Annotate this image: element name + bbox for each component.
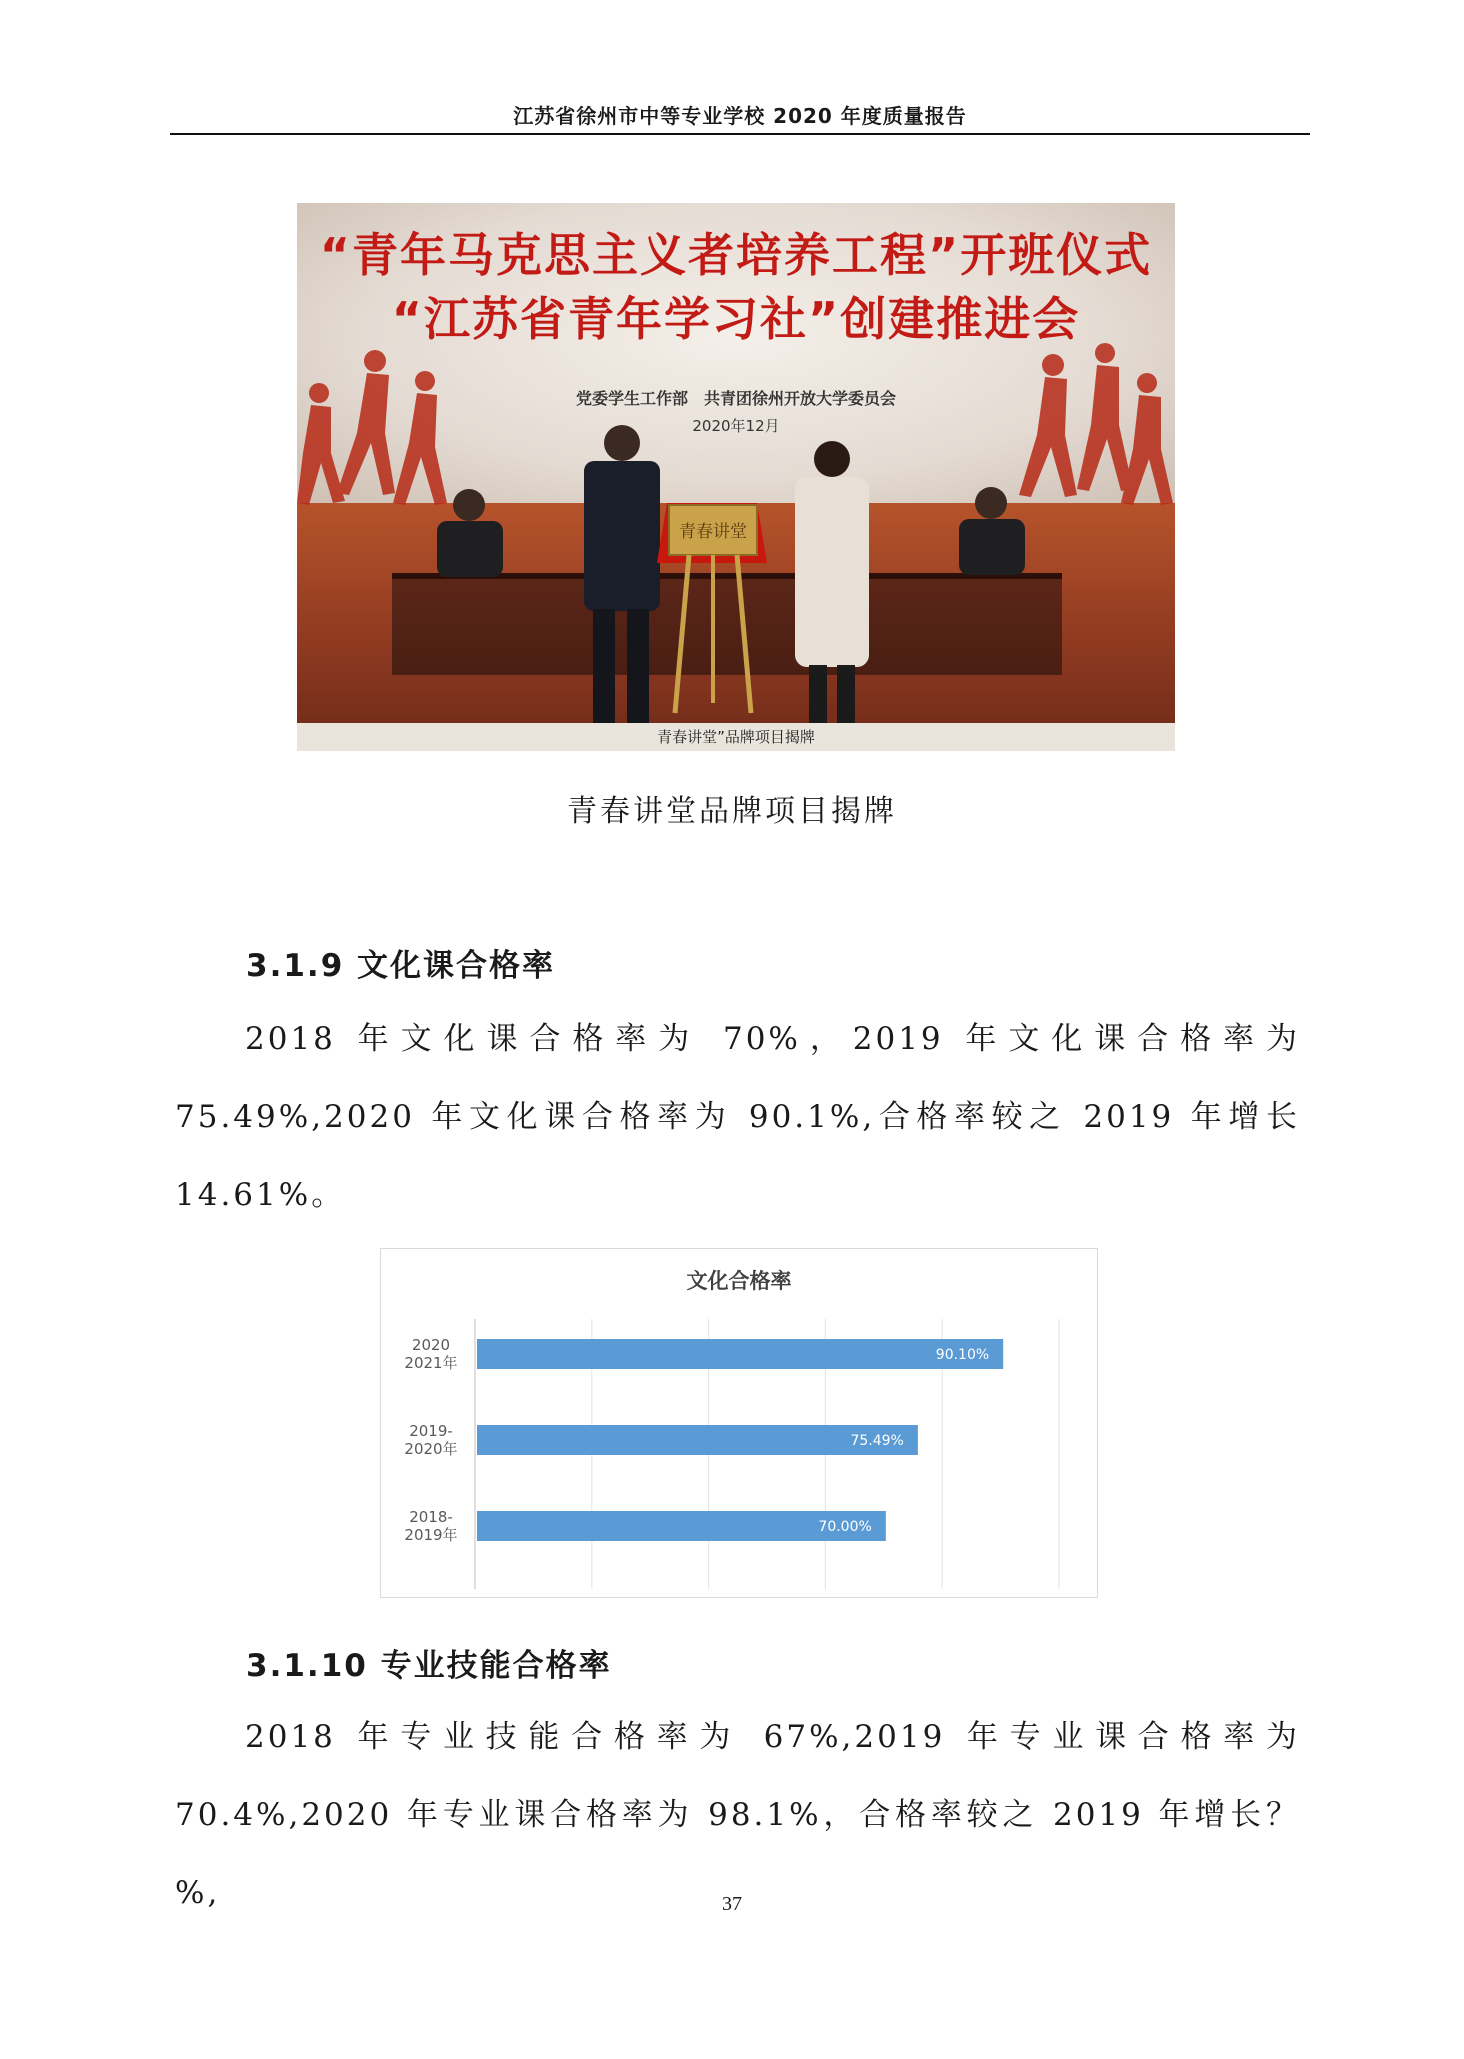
chart-bar xyxy=(477,1339,1003,1369)
chart-category-label: 2020 xyxy=(411,1336,451,1354)
event-photo xyxy=(297,203,1175,751)
chart-category-label: 2019- xyxy=(409,1422,453,1440)
page-number: 37 xyxy=(722,1893,742,1915)
culture-pass-rate-chart xyxy=(380,1248,1098,1598)
chart-category-label: 2020年 xyxy=(404,1440,458,1458)
chart-category-label: 2018- xyxy=(409,1508,453,1526)
plaque-text: 青春讲堂 xyxy=(679,522,747,542)
chart-category-label: 2021年 xyxy=(404,1354,458,1372)
banner-line-2: “江苏省青年学习社”创建推进会 xyxy=(391,292,1081,346)
banner-date: 2020年12月 xyxy=(692,417,780,435)
banner-organizers: 党委学生工作部 共青团徐州开放大学委员会 xyxy=(575,389,896,408)
header-rule xyxy=(170,133,1310,135)
chart-title: 文化合格率 xyxy=(686,1269,792,1293)
banner-line-1: “青年马克思主义者培养工程”开班仪式 xyxy=(319,228,1153,282)
section-heading-319: 3.1.9 文化课合格率 xyxy=(246,948,556,984)
chart-data-label: 70.00% xyxy=(818,1519,872,1535)
paragraph-3110: 2018 年专业技能合格率为 67%,2019 年专业课合格率为 70.4%,2020 年专业课合格率为 98.1%，合格率较之 2019 年增长？%, xyxy=(175,1719,1300,1911)
people-graphic xyxy=(297,203,1175,751)
chart-canvas xyxy=(381,1249,1097,1597)
chart-data-label: 75.49% xyxy=(850,1433,904,1449)
chart-category-label: 2019年 xyxy=(404,1526,458,1544)
paragraph-319: 2018 年文化课合格率为 70%，2019 年文化课合格率为 75.49%,2020 年文化课合格率为 90.1%,合格率较之 2019 年增长 14.61%。 xyxy=(175,1021,1300,1213)
page-header: 江苏省徐州市中等专业学校 2020 年度质量报告 xyxy=(513,104,967,128)
photo-inner-caption: 青春讲堂”品牌项目揭牌 xyxy=(297,723,1175,751)
photo-caption: 青春讲堂品牌项目揭牌 xyxy=(567,794,897,829)
chart-data-label: 90.10% xyxy=(935,1347,990,1363)
section-heading-3110: 3.1.10 专业技能合格率 xyxy=(246,1648,612,1684)
